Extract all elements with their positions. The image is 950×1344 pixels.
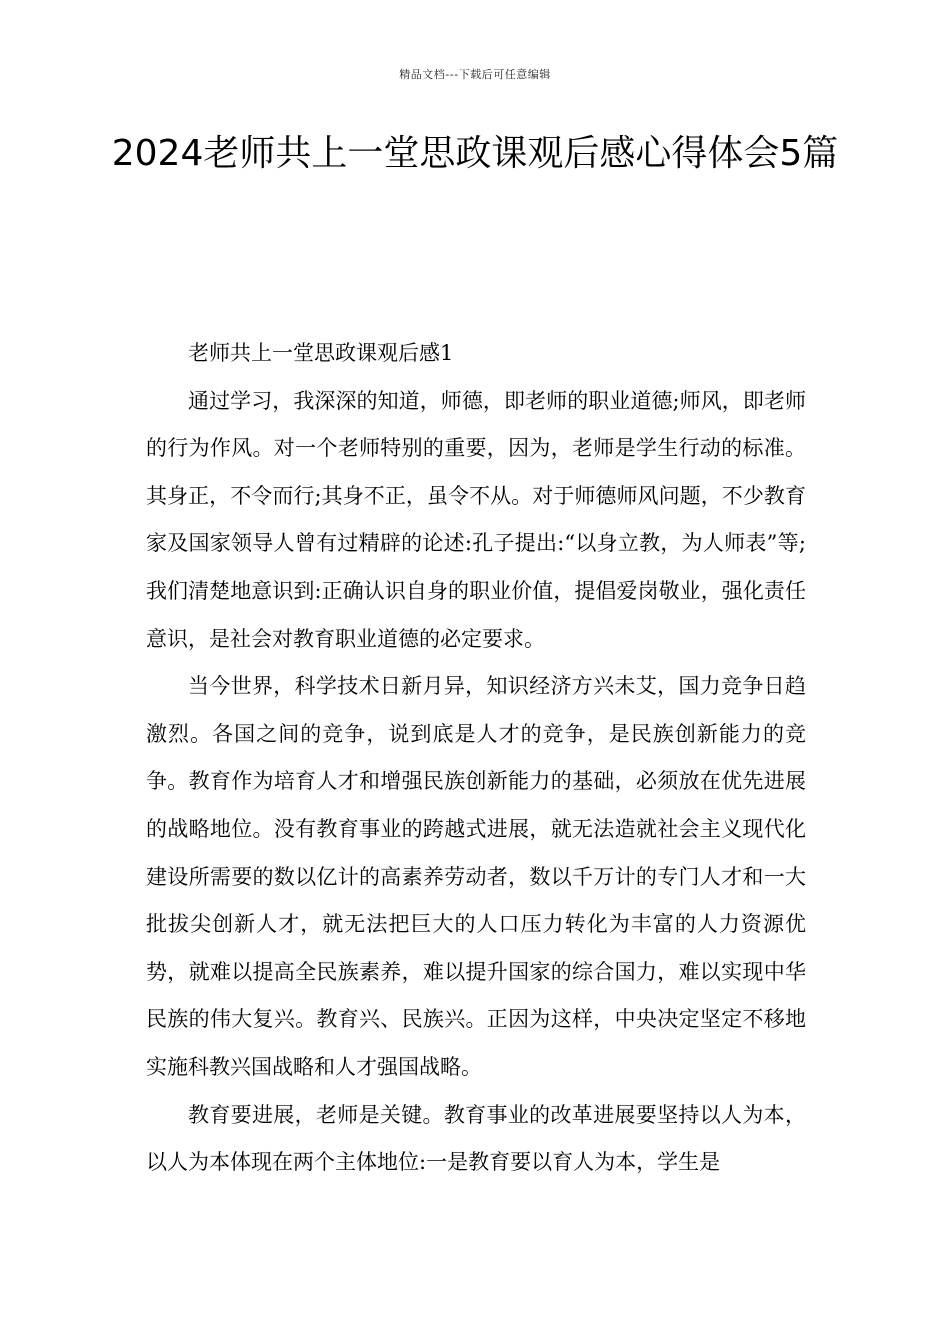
body-paragraph-3: 教育要进展，老师是关键。教育事业的改革进展要坚持以人为本，以人为本体现在两个主体地位:一是教育要以育人为本，学生是 xyxy=(146,1102,806,1175)
document-title: 2024老师共上一堂思政课观后感心得体会5篇 xyxy=(111,133,839,174)
document-body xyxy=(146,330,806,1187)
body-paragraph-2: 当今世界，科学技术日新月异，知识经济方兴未艾，国力竞争日趋激烈。各国之间的竞争，说到底是人才的竞争，是民族创新能力的竞争。教育作为培育人才和增强民族创新能力的基础，必须放在优先进展的战略地位。没有教育事业的跨越式进展，就无法造就社会主义现代化建设所需要的数以亿计的高素养劳动者，数以千万计的专门人才和一大批拔尖创新人才，就无法把巨大的人口压力转化为丰富的人力资源优势，就难以提高全民族素养，难以提升国家的综合国力，难以实现中华民族的伟大复兴。教育兴、民族兴。正因为这样，中央决定坚定不移地实施科教兴国战略和人才强国战略。 xyxy=(146,674,806,1079)
header-note: 精品文档---下载后可任意编辑 xyxy=(399,68,551,81)
body-paragraph-1: 通过学习，我深深的知道，师德，即老师的职业道德;师风，即老师的行为作风。对一个老师特别的重要，因为，老师是学生行动的标准。其身正，不令而行;其身不正，虽令不从。对于师德师风问题，不少教育家及国家领导人曾有过精辟的论述:孔子提出:“以身立教，为人师表”等;我们清楚地意识到:正确认识自身的职业价值，提倡爱岗敬业，强化责任意识，是社会对教育职业道德的必定要求。 xyxy=(146,388,806,651)
section-heading: 老师共上一堂思政课观后感1 xyxy=(188,341,454,365)
